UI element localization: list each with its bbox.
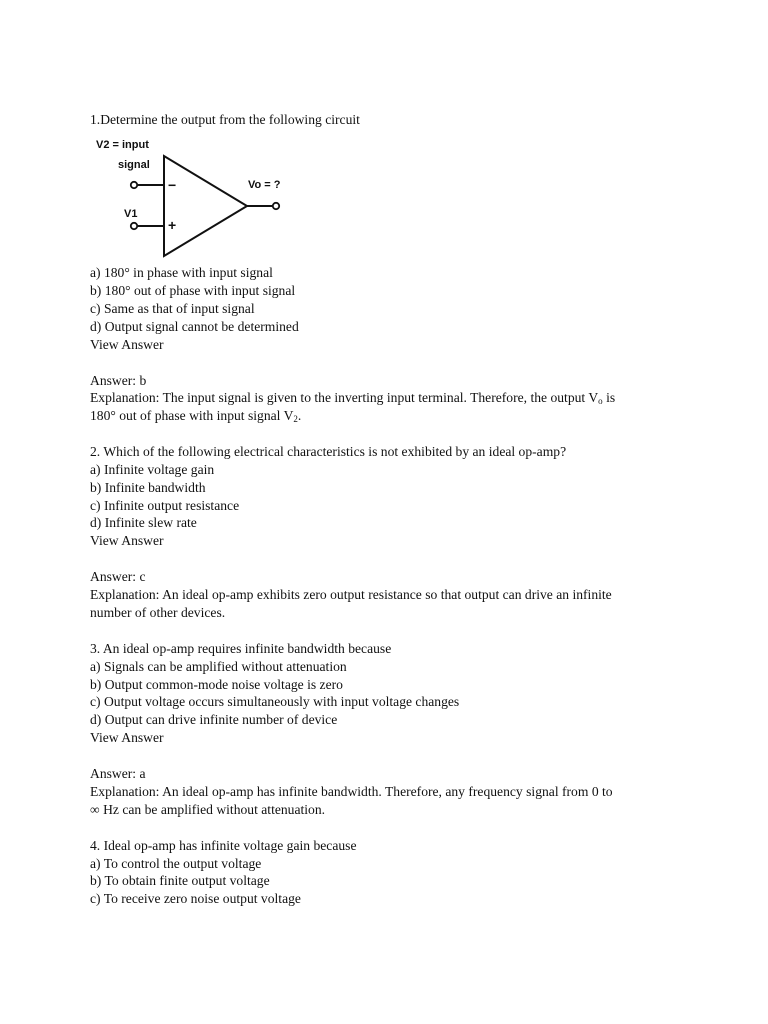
minus-sign: −	[168, 177, 177, 193]
q1-option-b: b) 180° out of phase with input signal	[90, 283, 296, 298]
q1-explanation-line-1: Explanation: The input signal is given to the inverting input terminal. Therefore, the output $V_o$ is	[90, 390, 616, 406]
output-terminal	[273, 203, 279, 209]
signal-label: signal	[118, 159, 150, 171]
q2-option-b: b) Infinite bandwidth	[90, 480, 206, 495]
q3-explanation-line-2: ∞ Hz can be amplified without attenuation.	[90, 802, 326, 817]
q3-view-answer-link[interactable]: View Answer	[90, 730, 164, 745]
q3-option-d: d) Output can drive infinite number of device	[90, 712, 338, 727]
q2-answer: Answer: c	[90, 569, 146, 584]
q1-view-answer-link[interactable]: View Answer	[90, 337, 164, 352]
plus-sign: +	[168, 217, 177, 233]
q1-option-a: a) 180° in phase with input signal	[90, 265, 273, 280]
q1-answer: Answer: b	[90, 373, 147, 388]
question-3-prompt: 3. An ideal op-amp requires infinite bandwidth because	[90, 641, 392, 656]
op-amp-triangle	[164, 156, 247, 256]
q3-option-a: a) Signals can be amplified without attenuation	[90, 659, 347, 674]
q4-option-a: a) To control the output voltage	[90, 856, 262, 871]
vo-label: Vo = ?	[248, 179, 281, 191]
q4-option-c: c) To receive zero noise output voltage	[90, 891, 301, 906]
q1-option-d: d) Output signal cannot be determined	[90, 319, 299, 334]
question-1-prompt: 1.Determine the output from the following circuit	[90, 112, 360, 127]
op-amp-circuit-diagram	[90, 132, 290, 262]
v1-label: V1	[124, 208, 138, 220]
q3-option-c: c) Output voltage occurs simultaneously with input voltage changes	[90, 694, 460, 709]
q1-option-c: c) Same as that of input signal	[90, 301, 255, 316]
question-2-prompt: 2. Which of the following electrical characteristics is not exhibited by an ideal op-amp?	[90, 444, 567, 459]
q2-option-c: c) Infinite output resistance	[90, 498, 240, 513]
v2-input-label: V2 = input	[96, 139, 149, 151]
q3-answer: Answer: a	[90, 766, 146, 781]
non-inverting-input-terminal	[131, 223, 137, 229]
question-4-prompt: 4. Ideal op-amp has infinite voltage gain because	[90, 838, 357, 853]
q4-option-b: b) To obtain finite output voltage	[90, 873, 270, 888]
q2-explanation-line-2: number of other devices.	[90, 605, 226, 620]
q2-explanation-line-1: Explanation: An ideal op-amp exhibits zero output resistance so that output can drive an infinite	[90, 587, 612, 602]
q2-view-answer-link[interactable]: View Answer	[90, 533, 164, 548]
q2-option-d: d) Infinite slew rate	[90, 515, 197, 530]
inverting-input-terminal	[131, 182, 137, 188]
q2-option-a: a) Infinite voltage gain	[90, 462, 215, 477]
q1-explanation-line-2: 180° out of phase with input signal $V_2$.	[90, 408, 302, 424]
q3-explanation-line-1: Explanation: An ideal op-amp has infinite bandwidth. Therefore, any frequency signal from 0 to	[90, 784, 613, 799]
q3-option-b: b) Output common-mode noise voltage is zero	[90, 677, 343, 692]
